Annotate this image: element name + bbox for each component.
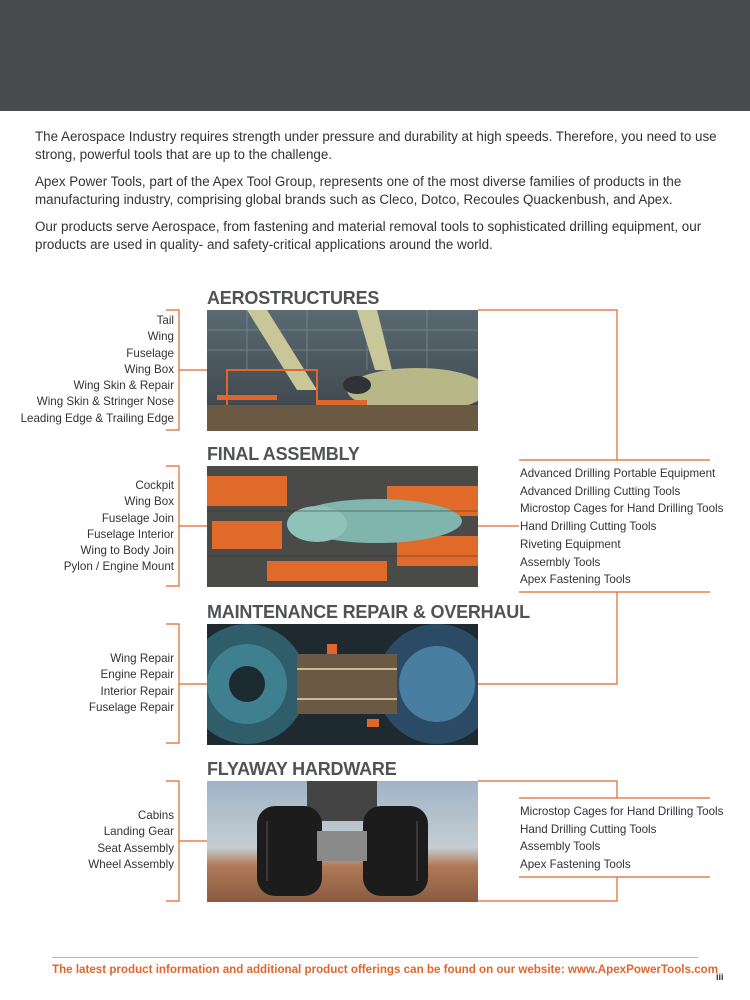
list-item: Engine Repair <box>100 668 174 682</box>
section-title-aerostructures: AEROSTRUCTURES <box>207 288 380 308</box>
intro-paragraph-2: Apex Power Tools, part of the Apex Tool Group, represents one of the most diverse families of products in the manufacturing industry, comprising global brands such as Cleco, Dotco, Recoules Quackenbush, and Apex. <box>35 174 682 207</box>
list-item: Cabins <box>137 809 174 822</box>
footer-divider <box>52 957 698 958</box>
list-item: Advanced Drilling Cutting Tools <box>520 484 681 498</box>
final-assembly-applications <box>64 478 174 576</box>
list-item: Assembly Tools <box>520 555 601 569</box>
mro-photo <box>207 624 478 745</box>
intro-paragraph-1: The Aerospace Industry requires strength under pressure and durability at high speeds. Therefore, you need to use strong, powerful tools that are up to the challenge. <box>35 129 717 162</box>
final-assembly-photo <box>207 466 478 587</box>
section-title-final-assembly: FINAL ASSEMBLY <box>207 444 360 464</box>
list-item: Microstop Cages for Hand Drilling Tools <box>520 805 724 818</box>
flyaway-applications <box>88 808 174 873</box>
section-title-flyaway-hardware: FLYAWAY HARDWARE <box>207 759 397 779</box>
section-title-mro: MAINTENANCE REPAIR & OVERHAUL <box>207 602 530 622</box>
list-item: Wing Box <box>124 362 174 376</box>
list-item: Riveting Equipment <box>520 537 621 551</box>
list-item: Wing Repair <box>110 652 174 665</box>
list-item: Fuselage <box>126 346 174 360</box>
list-item: Wheel Assembly <box>88 857 174 871</box>
list-item: Seat Assembly <box>97 841 174 855</box>
list-item: Hand Drilling Cutting Tools <box>520 520 657 534</box>
list-item: Interior Repair <box>100 684 174 698</box>
list-item: Wing to Body Join <box>80 544 174 558</box>
list-item: Pylon / Engine Mount <box>63 560 174 574</box>
mro-applications <box>89 651 174 716</box>
product-list-drilling <box>520 465 723 589</box>
aerostructures-photo <box>207 310 478 431</box>
list-item: Microstop Cages for Hand Drilling Tools <box>520 502 724 516</box>
list-item: Hand Drilling Cutting Tools <box>520 822 657 836</box>
flyaway-hardware-photo <box>207 781 478 902</box>
product-list-flyaway <box>520 803 723 874</box>
intro-paragraph-3: Our products serve Aerospace, from fastening and material removal tools to sophisticated drilling equipment, our products are used in quality- and safety-critical applications around the world. <box>35 219 702 252</box>
list-item: Apex Fastening Tools <box>520 573 631 587</box>
list-item: Fuselage Join <box>101 511 174 525</box>
list-item: Cockpit <box>135 479 174 492</box>
list-item: Wing Box <box>124 495 174 509</box>
list-item: Assembly Tools <box>520 840 601 854</box>
list-item: Apex Fastening Tools <box>520 858 631 872</box>
list-item: Tail <box>156 314 174 327</box>
list-item: Wing Skin & Repair <box>73 379 174 393</box>
page-number: iii <box>716 972 724 982</box>
list-item: Wing Skin & Stringer Nose <box>36 395 174 409</box>
aerostructures-applications <box>21 313 174 427</box>
list-item: Landing Gear <box>103 825 174 839</box>
list-item: Wing <box>147 330 174 344</box>
list-item: Fuselage Interior <box>87 527 174 541</box>
footer-website-note: The latest product information and additional product offerings can be found on our website: www.ApexPowerTools.com <box>52 963 719 976</box>
list-item: Fuselage Repair <box>88 700 174 714</box>
list-item: Advanced Drilling Portable Equipment <box>520 467 716 480</box>
list-item: Leading Edge & Trailing Edge <box>20 411 174 425</box>
